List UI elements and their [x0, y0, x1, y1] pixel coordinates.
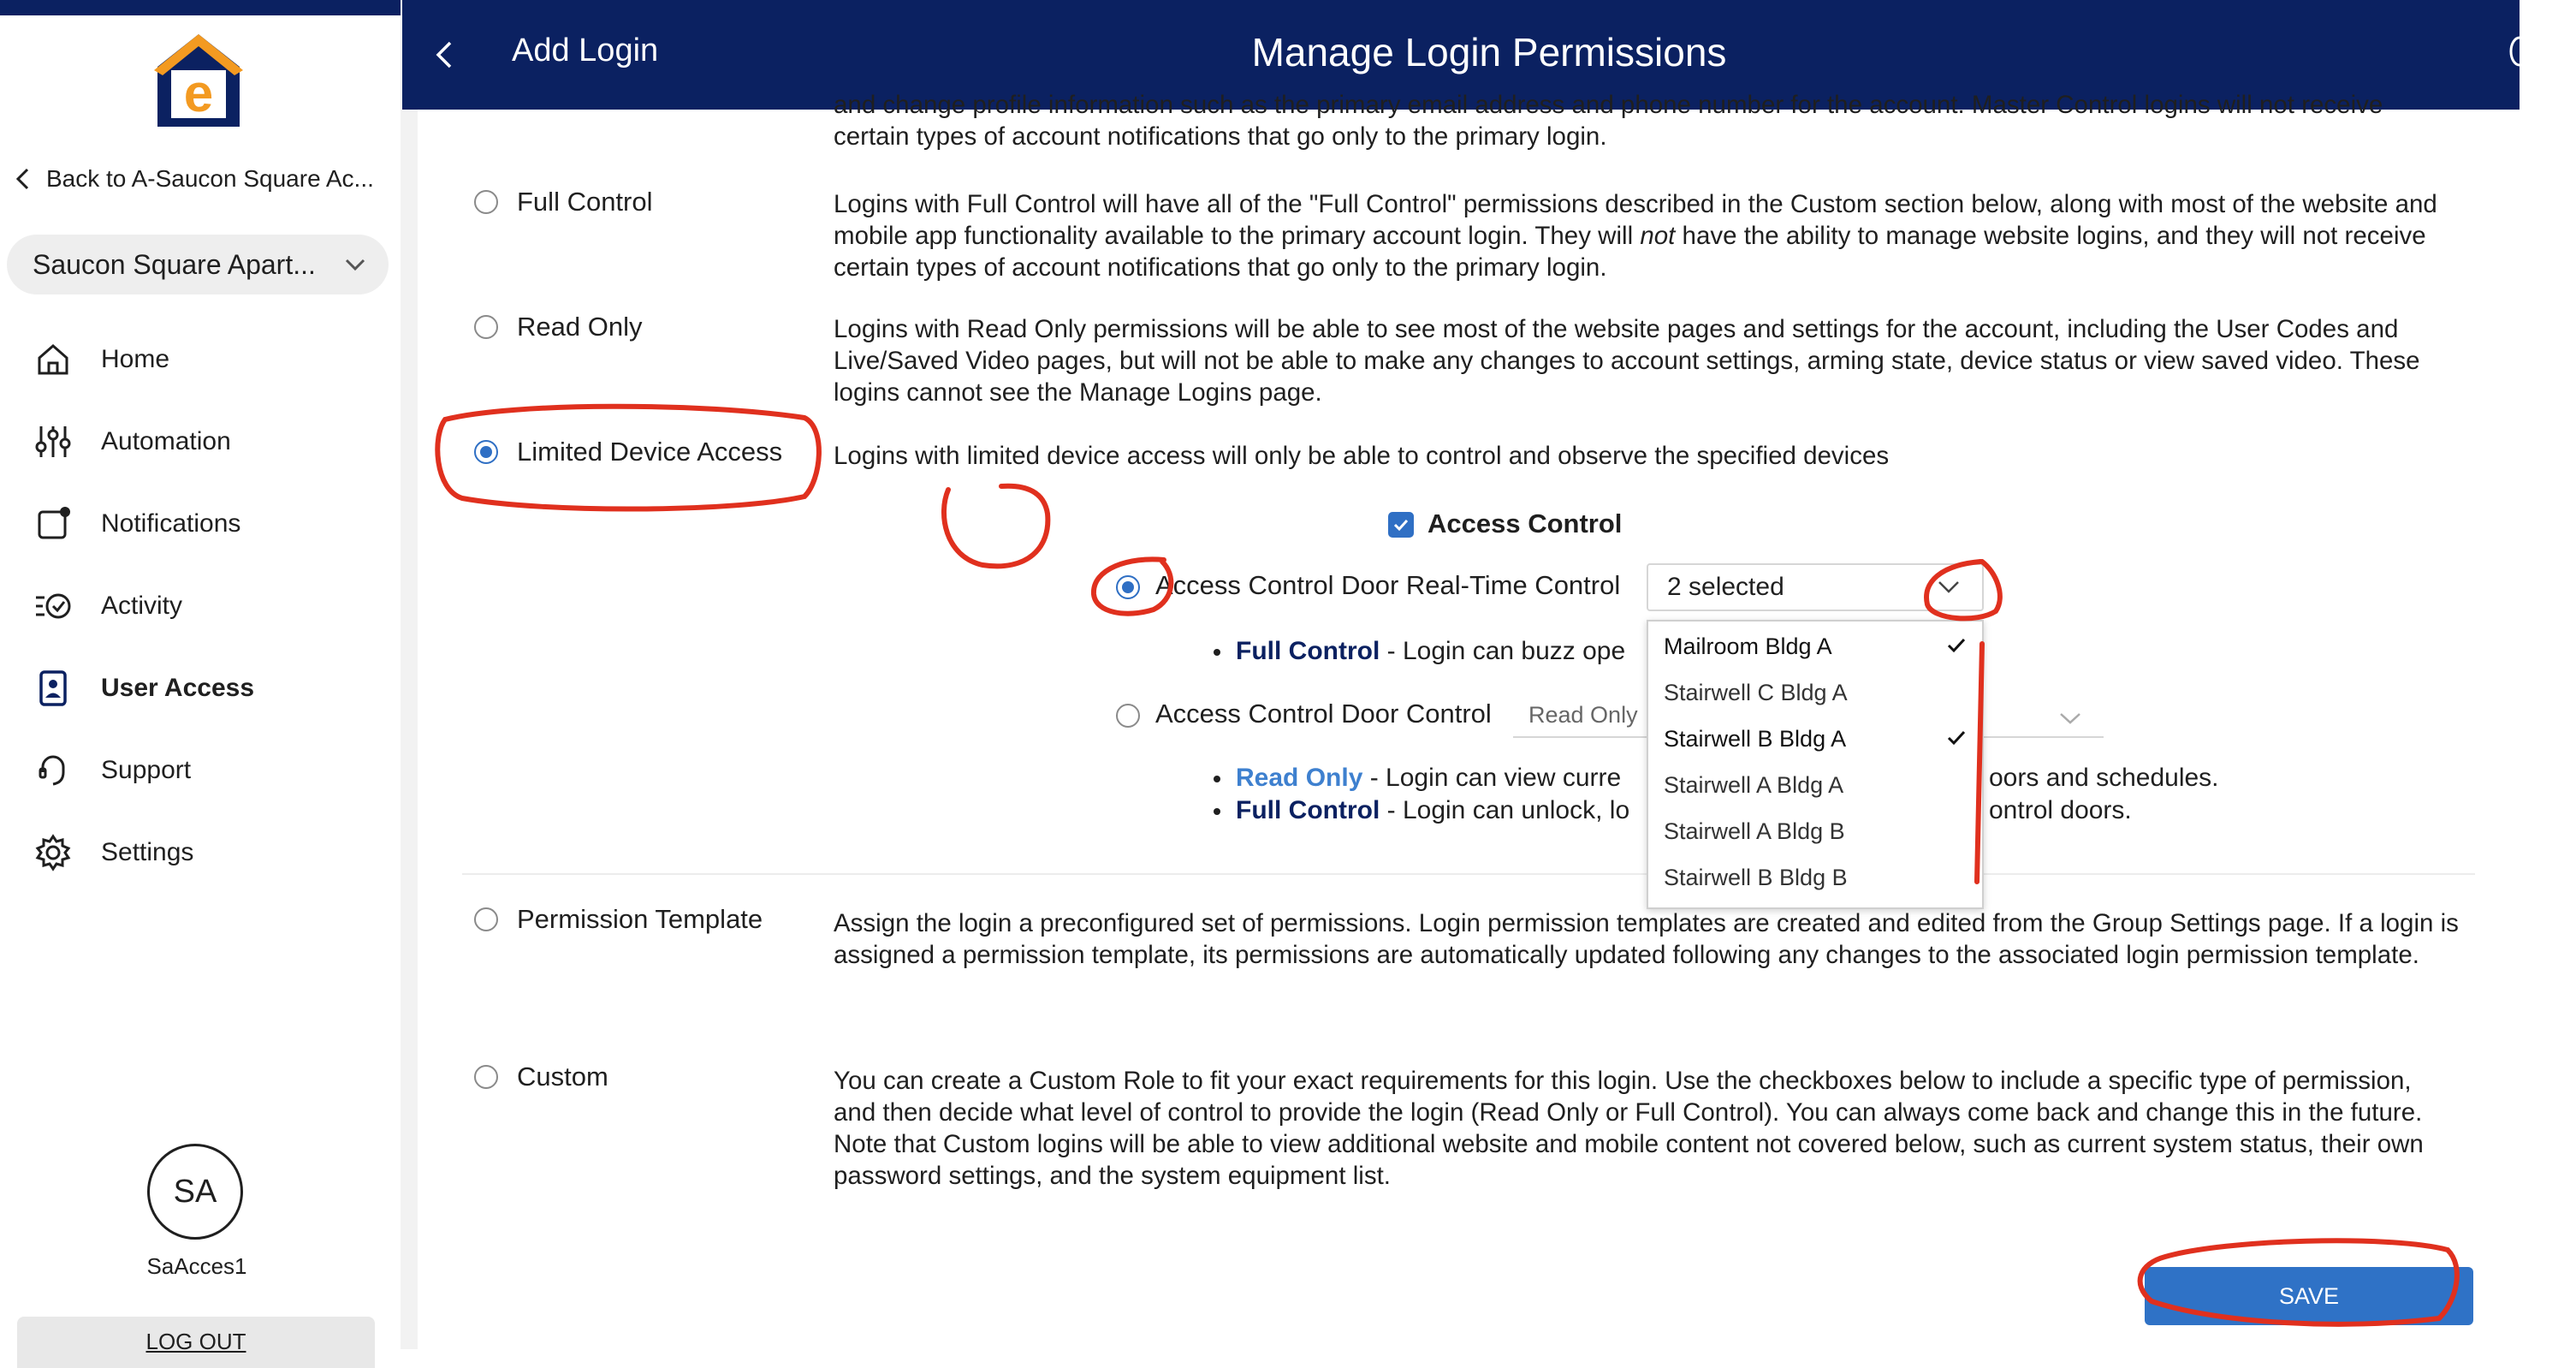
sidebar-item-settings[interactable]	[31, 827, 193, 878]
dropdown-option[interactable]: Stairwell C Bldg A	[1664, 679, 1848, 705]
sidebar-item-home[interactable]	[31, 334, 169, 385]
option-label: Custom	[517, 1062, 608, 1091]
full-control-option[interactable]	[474, 187, 653, 217]
add-login-link[interactable]: Add Login	[512, 33, 659, 68]
checkmark-icon	[1946, 635, 1967, 656]
sidebar-item-activity[interactable]	[31, 580, 182, 632]
access-control-checkbox[interactable]	[1388, 512, 1414, 538]
sidebar-top-strip	[0, 0, 401, 15]
user-badge-icon	[31, 666, 75, 711]
logout-button[interactable]: LOG OUT	[17, 1317, 375, 1368]
door-full-control-bullet: Full Control - Login can unlock, lo	[1214, 796, 1629, 825]
dropdown-option[interactable]: Stairwell B Bldg A	[1648, 716, 1982, 762]
sidebar-item-label: Settings	[101, 838, 194, 866]
chevron-left-icon	[9, 164, 38, 193]
username: SaAcces1	[146, 1253, 247, 1279]
avatar[interactable]: SA	[147, 1144, 243, 1240]
permissions-content	[418, 91, 2520, 1349]
sidebar-item-label: Notifications	[101, 509, 241, 538]
option-label: Limited Device Access	[517, 437, 783, 467]
realtime-control-radio[interactable]	[1116, 575, 1140, 599]
realtime-devices-dropdown	[1647, 620, 1984, 909]
dropdown-option[interactable]: Stairwell A Bldg B	[1664, 818, 1845, 844]
sidebar-item-label: Support	[101, 756, 192, 784]
option-label: Read Only	[517, 312, 643, 342]
headset-icon	[31, 748, 75, 793]
gear-icon	[31, 830, 75, 875]
door-control-label: Access Control Door Control	[1155, 699, 1492, 729]
select-value: 2 selected	[1667, 573, 1784, 601]
section-divider	[462, 873, 2475, 875]
custom-option[interactable]	[474, 1062, 608, 1092]
door-control-select-value[interactable]: Read Only	[1528, 702, 1638, 728]
chevron-down-icon	[2057, 709, 2083, 728]
sidebar-item-label: Automation	[101, 427, 231, 455]
full-control-radio[interactable]	[474, 190, 498, 214]
limited-device-access-radio[interactable]	[474, 440, 498, 464]
app-logo	[151, 33, 246, 128]
realtime-control-label: Access Control Door Real-Time Control	[1155, 570, 1621, 600]
realtime-full-control-bullet: Full Control - Login can buzz ope	[1214, 637, 1625, 666]
dropdown-option[interactable]: Mailroom Bldg A	[1648, 623, 1982, 669]
full-control-description: Logins with Full Control will have all of the "Full Control" permissions described in the Custom section below, along with most of the website and mobile app functionality available to the primary account login. They will not have the ability to manage website logins, and they will not receive certain types of account notifications that go only to the primary login.	[834, 190, 2437, 282]
door-read-only-bullet-tail: oors and schedules.	[1989, 764, 2219, 792]
sidebar	[0, 0, 401, 1354]
checkmark-icon	[1946, 728, 1967, 748]
custom-description: You can create a Custom Role to fit your exact requirements for this login. Use the checkboxes below to include a specific type of permission, and then decide what level of control to provide the login (Read Only or Full Control). You can always come back and change this in the future. Note that Custom logins will be able to view additional website and mobile content not covered below, such as current system status, their own password settings, and the system equipment list.	[834, 1067, 2424, 1190]
back-to-account-link[interactable]	[9, 161, 385, 197]
account-name: Saucon Square Apart...	[33, 248, 316, 280]
door-read-only-bullet: Read Only - Login can view curre	[1214, 764, 1621, 793]
option-label: Permission Template	[517, 904, 763, 934]
option-label: Full Control	[517, 187, 653, 217]
chevron-down-icon	[1936, 577, 1962, 598]
sidebar-divider	[401, 0, 418, 1349]
page-title: Manage Login Permissions	[1251, 30, 1727, 74]
sidebar-item-label: User Access	[101, 674, 255, 702]
sidebar-item-label: Activity	[101, 592, 183, 620]
read-only-radio[interactable]	[474, 315, 498, 339]
realtime-devices-select[interactable]	[1647, 563, 1984, 611]
activity-icon	[31, 584, 75, 628]
sidebar-item-label: Home	[101, 345, 170, 373]
sidebar-item-user-access[interactable]	[31, 663, 254, 714]
master-control-description: and change profile information such as the primary email address and phone number for the account. Master Control logins will not receive certain types of account notifications that go only to the primary login.	[834, 91, 2383, 151]
home-icon	[31, 337, 75, 382]
door-full-control-bullet-tail: ontrol doors.	[1989, 796, 2132, 824]
dropdown-option[interactable]: Stairwell B Bldg B	[1664, 864, 1848, 890]
svg-text:e: e	[183, 64, 214, 123]
permission-template-option[interactable]	[474, 904, 763, 935]
dropdown-option[interactable]: Stairwell A Bldg A	[1664, 771, 1844, 798]
account-selector[interactable]	[7, 235, 389, 294]
limited-device-access-option[interactable]	[474, 437, 782, 467]
access-control-label: Access Control	[1427, 509, 1623, 538]
permission-template-radio[interactable]	[474, 907, 498, 931]
sliders-icon	[31, 419, 75, 464]
checkmark-icon	[1392, 515, 1410, 534]
limited-device-access-description: Logins with limited device access will only be able to control and observe the specified devices	[834, 442, 1890, 470]
sidebar-item-automation[interactable]	[31, 416, 231, 467]
sidebar-item-notifications[interactable]	[31, 498, 240, 550]
sidebar-item-support[interactable]	[31, 745, 191, 796]
back-link-label: Back to A-Saucon Square Ac...	[46, 165, 374, 192]
notification-icon	[31, 502, 75, 546]
permission-template-description: Assign the login a preconfigured set of permissions. Login permission templates are created and edited from the Group Settings page. If a login is assigned a permission template, its permissions are automatically updated following any changes to the associated login permission template.	[834, 909, 2459, 969]
custom-radio[interactable]	[474, 1065, 498, 1089]
chevron-down-icon	[342, 252, 368, 277]
read-only-option[interactable]	[474, 312, 642, 342]
read-only-description: Logins with Read Only permissions will be able to see most of the website pages and settings for the account, including the User Codes and Live/Saved Video pages, but will not be able to make any changes to account settings, arming state, device status or view saved video. These logins cannot see the Manage Logins page.	[834, 315, 2420, 407]
partial-icon	[2511, 34, 2520, 68]
save-button[interactable]: SAVE	[2145, 1267, 2473, 1325]
door-control-radio[interactable]	[1116, 704, 1140, 728]
